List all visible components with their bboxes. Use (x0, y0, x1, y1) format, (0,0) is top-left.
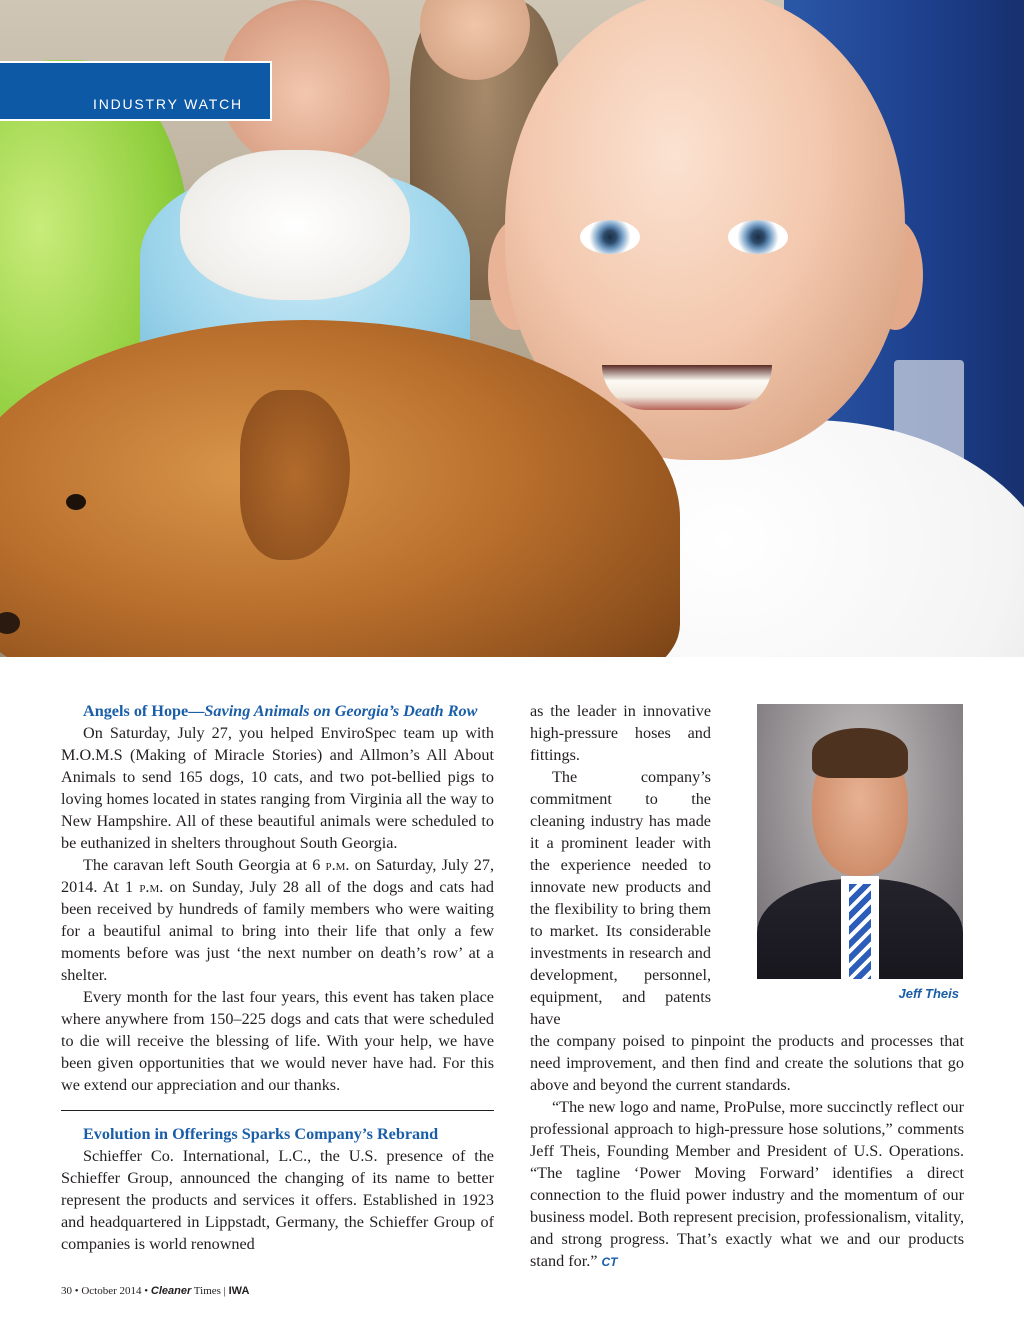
photo-hair (812, 728, 908, 778)
article1-headline-main: Angels of Hope— (83, 702, 205, 720)
right-wide-column (530, 1030, 964, 1273)
photo-tie (849, 884, 871, 979)
article2-paragraph-3-text: “The new logo and name, ProPulse, more succinctly reflect our professional approach to high-pressure hose solutions,” comments Jeff Theis, Founding Member and President of U.S. Operations. “The tagline ‘Power Moving Forward’ identifies a direct connection to the fluid power industry and the momentum of our business model. Both represent precision, professionalism, vitality, and strong progress. That’s exactly what we and our products stand for.” (530, 1098, 964, 1270)
article2-paragraph-1: Schieffer Co. International, L.C., the U.S. presence of the Schieffer Group, announced the changing of its name to better represent the products and services it offers. Established in 1923 and headquartered in Lippstadt, Germany, the Schieffer Group of companies is world renowned (61, 1147, 494, 1253)
section-tag (0, 61, 272, 121)
hero-puppy-eye (66, 494, 86, 510)
article1-p2-part-c: on Sunday, July 28 all of the dogs and cats had been received by hundreds of family members who were waiting for a beautiful animal to bring into their life that only a few moments before was just ‘the next number on death’s row’ at a shelter. (61, 878, 494, 984)
article2-headline: Evolution in Offerings Sparks Company’s Rebrand (83, 1125, 439, 1143)
jeff-theis-photo (757, 704, 963, 979)
section-tag-label: INDUSTRY WATCH (93, 96, 243, 112)
footer-publication-2: Times | (191, 1285, 229, 1297)
article1-paragraph-2 (61, 854, 494, 986)
hero-towel (180, 150, 410, 300)
photo-caption: Jeff Theis (898, 986, 959, 1001)
footer-page-info: 30 • October 2014 • (61, 1285, 151, 1297)
footer-iwa: IWA (228, 1285, 250, 1297)
footer-publication: Cleaner (150, 1285, 192, 1297)
hero-boy-eye-left (580, 220, 640, 254)
article1-headline-italic: Saving Animals on Georgia’s Death Row (204, 702, 478, 720)
end-mark: CT (601, 1255, 618, 1269)
article2-paragraph-2-continued: the company poised to pinpoint the products and processes that need improvement, and then find and create the solutions that go above and beyond the current standards. (530, 1032, 964, 1094)
article2-paragraph-2: The company’s commitment to the cleaning industry has made it a prominent leader with the experience needed to innovate new products and the flexibility to bring them to market. Its considerable investments in research and development, personnel, equipment, and patents have (530, 768, 711, 1028)
article1-p2-part-b: on Saturday, July 27, 2014. At 1 (61, 856, 494, 896)
hero-boy-eye-right (728, 220, 788, 254)
article1-time-pm-2: p.m. (139, 878, 164, 896)
article1-p2-part-a: The caravan left South Georgia at 6 (83, 856, 326, 874)
left-column (61, 700, 494, 1255)
article-divider (61, 1110, 494, 1111)
article1-time-pm-1: p.m. (325, 856, 350, 874)
page-footer (61, 1285, 249, 1297)
article1-paragraph-3: Every month for the last four years, this event has taken place where anywhere from 150–225 dogs and cats that were scheduled to die will receive the blessing of life. With your help, we have been given opportunities that we would never have had. For this we extend our appreciation and our thanks. (61, 988, 494, 1094)
hero-boy-smile (602, 365, 772, 410)
article1-paragraph-1: On Saturday, July 27, you helped EnviroSpec team up with M.O.M.S (Making of Miracle Stories) and Allmon’s All About Animals to send 165 dogs, 10 cats, and two pot-bellied pigs to loving homes located in states ranging from Virginia all the way to New Hampshire. All of these beautiful animals were scheduled to be euthanized in shelters throughout South Georgia. (61, 724, 494, 852)
right-narrow-column (530, 700, 711, 1030)
article1-headline (61, 700, 494, 722)
article2-paragraph-1-continued: as the leader in innovative high-pressure hoses and fittings. (530, 702, 711, 764)
article2-paragraph-3 (530, 1096, 964, 1273)
